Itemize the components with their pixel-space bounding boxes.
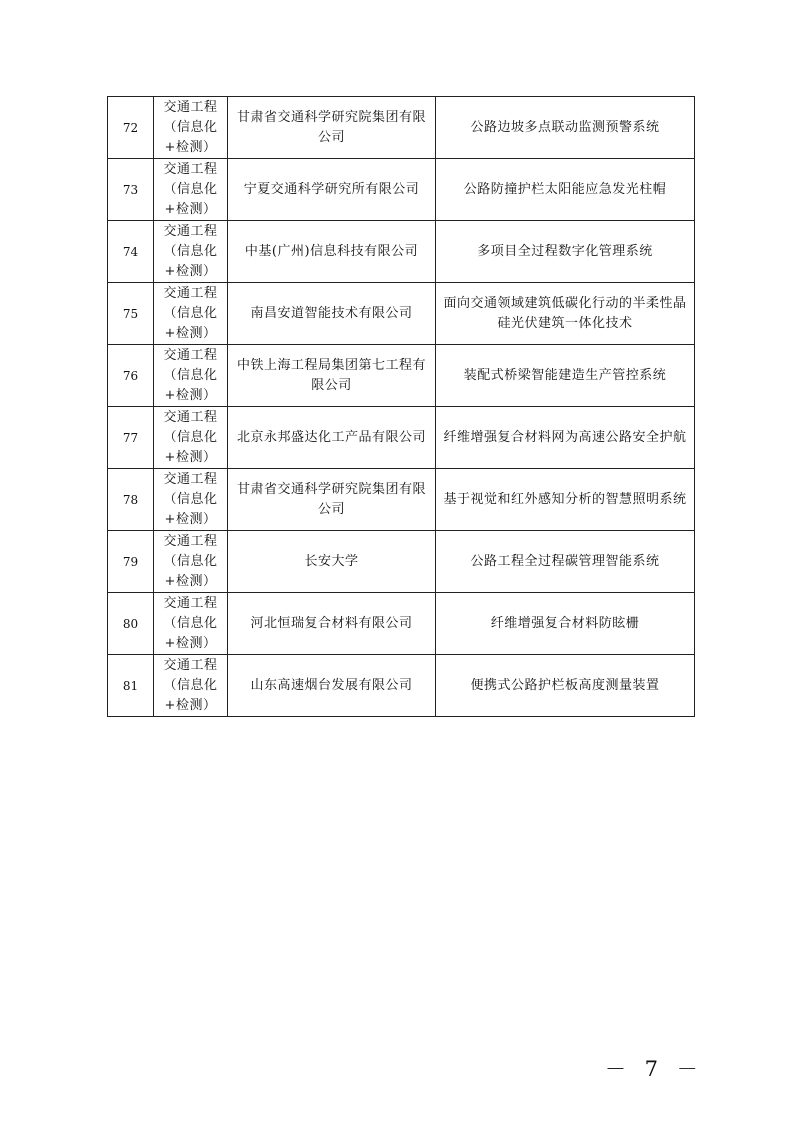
category-line: +检测） xyxy=(164,635,217,651)
category-line: +检测） xyxy=(164,325,217,341)
category-line: +检测） xyxy=(164,387,217,403)
category-cell xyxy=(154,655,228,717)
row-number-cell: 81 xyxy=(108,655,154,717)
category-line: （信息化 xyxy=(163,429,218,445)
category-line: （信息化 xyxy=(163,553,218,569)
category-line: （信息化 xyxy=(163,615,218,631)
company-cell: 宁夏交通科学研究所有限公司 xyxy=(228,159,436,221)
page-number: － 7 － xyxy=(605,1057,704,1081)
category-line: 交通工程 xyxy=(163,409,218,425)
category-line: +检测） xyxy=(164,573,217,589)
table-row xyxy=(108,469,695,531)
company-cell: 山东高速烟台发展有限公司 xyxy=(228,655,436,717)
category-line: 交通工程 xyxy=(163,595,218,611)
category-line: +检测） xyxy=(164,697,217,713)
category-line: （信息化 xyxy=(163,181,218,197)
category-line: +检测） xyxy=(164,511,217,527)
row-number-cell: 78 xyxy=(108,469,154,531)
row-number-cell: 77 xyxy=(108,407,154,469)
category-cell xyxy=(154,407,228,469)
company-cell: 中铁上海工程局集团第七工程有限公司 xyxy=(228,345,436,407)
results-table xyxy=(107,96,695,717)
project-cell: 多项目全过程数字化管理系统 xyxy=(436,221,695,283)
category-cell xyxy=(154,221,228,283)
project-cell: 公路工程全过程碳管理智能系统 xyxy=(436,531,695,593)
project-cell: 面向交通领域建筑低碳化行动的半柔性晶硅光伏建筑一体化技术 xyxy=(436,283,695,345)
company-cell: 北京永邦盛达化工产品有限公司 xyxy=(228,407,436,469)
category-line: （信息化 xyxy=(163,243,218,259)
table-row xyxy=(108,531,695,593)
category-line: 交通工程 xyxy=(163,223,218,239)
category-line: 交通工程 xyxy=(163,471,218,487)
project-cell: 公路边坡多点联动监测预警系统 xyxy=(436,97,695,159)
company-cell: 甘肃省交通科学研究院集团有限公司 xyxy=(228,97,436,159)
company-cell: 南昌安道智能技术有限公司 xyxy=(228,283,436,345)
category-line: 交通工程 xyxy=(163,657,218,673)
table-row xyxy=(108,655,695,717)
category-line: 交通工程 xyxy=(163,99,218,115)
category-cell xyxy=(154,283,228,345)
row-number-cell: 74 xyxy=(108,221,154,283)
table-row xyxy=(108,159,695,221)
company-cell: 长安大学 xyxy=(228,531,436,593)
company-cell: 河北恒瑞复合材料有限公司 xyxy=(228,593,436,655)
category-cell xyxy=(154,531,228,593)
category-cell xyxy=(154,97,228,159)
category-cell xyxy=(154,159,228,221)
project-cell: 公路防撞护栏太阳能应急发光柱帽 xyxy=(436,159,695,221)
table-row xyxy=(108,593,695,655)
category-line: （信息化 xyxy=(163,305,218,321)
table-row xyxy=(108,345,695,407)
project-cell: 便携式公路护栏板高度测量装置 xyxy=(436,655,695,717)
row-number-cell: 76 xyxy=(108,345,154,407)
category-cell xyxy=(154,593,228,655)
category-line: 交通工程 xyxy=(163,161,218,177)
row-number-cell: 73 xyxy=(108,159,154,221)
row-number-cell: 72 xyxy=(108,97,154,159)
table-row xyxy=(108,407,695,469)
row-number-cell: 75 xyxy=(108,283,154,345)
row-number-cell: 80 xyxy=(108,593,154,655)
table-row xyxy=(108,97,695,159)
category-line: （信息化 xyxy=(163,119,218,135)
category-cell xyxy=(154,469,228,531)
category-line: +检测） xyxy=(164,263,217,279)
category-line: +检测） xyxy=(164,139,217,155)
table-body xyxy=(108,97,695,717)
project-cell: 纤维增强复合材料网为高速公路安全护航 xyxy=(436,407,695,469)
category-line: 交通工程 xyxy=(163,347,218,363)
category-line: 交通工程 xyxy=(163,285,218,301)
category-line: +检测） xyxy=(164,449,217,465)
company-cell: 中基(广州)信息科技有限公司 xyxy=(228,221,436,283)
category-line: +检测） xyxy=(164,201,217,217)
row-number-cell: 79 xyxy=(108,531,154,593)
project-cell: 装配式桥梁智能建造生产管控系统 xyxy=(436,345,695,407)
category-cell xyxy=(154,345,228,407)
category-line: 交通工程 xyxy=(163,533,218,549)
category-line: （信息化 xyxy=(163,367,218,383)
project-cell: 纤维增强复合材料防眩栅 xyxy=(436,593,695,655)
table-row xyxy=(108,283,695,345)
table-row xyxy=(108,221,695,283)
category-line: （信息化 xyxy=(163,491,218,507)
company-cell: 甘肃省交通科学研究院集团有限公司 xyxy=(228,469,436,531)
project-cell: 基于视觉和红外感知分析的智慧照明系统 xyxy=(436,469,695,531)
category-line: （信息化 xyxy=(163,677,218,693)
